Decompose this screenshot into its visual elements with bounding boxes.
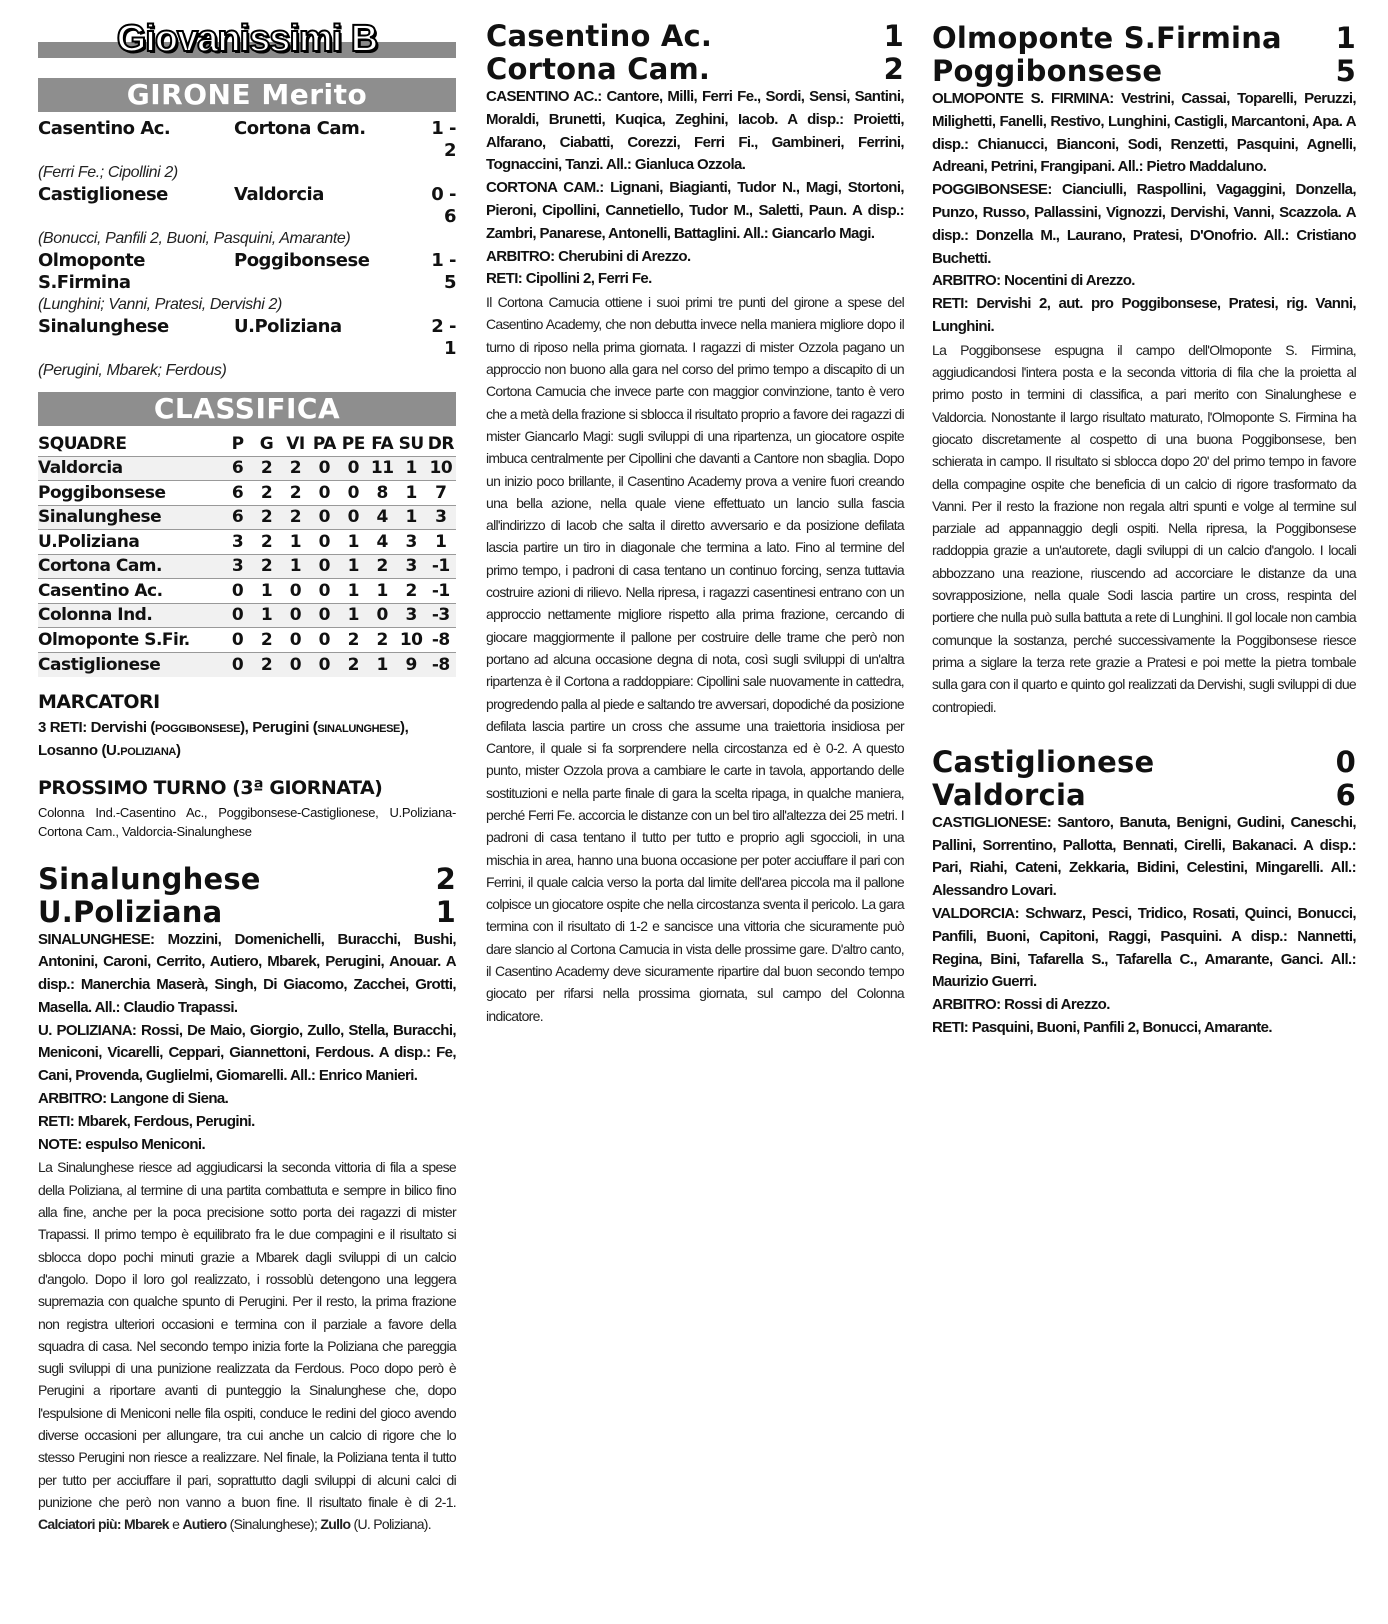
col-header: SU <box>398 433 424 454</box>
home-team: Olmoponte S.Firmina <box>38 250 145 293</box>
stat-cell: 0 <box>223 628 252 653</box>
lineup-home: CASTIGLIONESE: Santoro, Banuta, Benigni, Gudini, Caneschi, Pallini, Sorrentino, Pallotta, Bennati, Cirelli, Bakanaci. A disp.: Pari, Riahi, Cateni, Zekkaria, Bidini, Celestini, Mingarelli. All.: Alessandro Lovari. <box>932 813 1356 900</box>
stat-cell: 3 <box>223 530 252 555</box>
stat-cell: 3 <box>397 603 426 628</box>
match-away <box>932 779 1356 812</box>
stat-cell: 2 <box>252 554 281 579</box>
reti: RETI: Cipollini 2, Ferri Fe. <box>486 270 652 288</box>
calciatori-sep: e <box>168 1516 183 1533</box>
marcatori-team: POGGIBONSESE <box>155 722 241 735</box>
stat-cell: 2 <box>397 579 426 604</box>
stat-cell: 3 <box>397 530 426 555</box>
stat-cell: 2 <box>281 456 310 481</box>
stat-cell: 0 <box>310 603 339 628</box>
team-score: 2 <box>435 861 456 896</box>
match-away <box>932 55 1356 88</box>
reti: RETI: Mbarek, Ferdous, Perugini. <box>38 1112 255 1130</box>
team-cell: Poggibonsese <box>38 481 223 506</box>
col-header: SQUADRE <box>38 433 127 454</box>
stat-cell: 1 <box>368 652 397 677</box>
team-name: Valdorcia <box>932 777 1086 812</box>
match-home <box>932 746 1356 779</box>
lineup-away: VALDORCIA: Schwarz, Pesci, Tridico, Rosati, Quinci, Bonucci, Panfili, Buoni, Capitoni, Raggi, Pasquini. A disp.: Nannetti, Regina, Bini, Tafarella S., Tafarella C., Amarante, Ganci. All.: Maurizio Guerri. <box>932 905 1356 991</box>
scorers: (Ferri Fe.; Cipollini 2) <box>38 164 178 181</box>
team-name: U.Poliziana <box>38 894 223 929</box>
marcatori-part: ) <box>175 741 181 759</box>
marcatori-part: 3 RETI: Dervishi ( <box>38 718 155 736</box>
standings-table <box>38 432 456 677</box>
stat-cell: 0 <box>310 652 339 677</box>
score: 1 - 5 <box>431 250 456 293</box>
calciatori-name: Mbarek <box>124 1516 169 1533</box>
stat-cell: 0 <box>310 579 339 604</box>
standings-row <box>38 481 456 506</box>
stat-cell: 2 <box>339 652 368 677</box>
marcatori-part: ), Perugini ( <box>240 718 318 736</box>
stat-cell: 7 <box>426 481 456 506</box>
stat-cell: 1 <box>281 554 310 579</box>
stat-cell: 1 <box>339 554 368 579</box>
stat-cell: 0 <box>310 456 339 481</box>
score: 1 - 2 <box>431 118 456 161</box>
stat-cell: 6 <box>223 456 252 481</box>
standings-row <box>38 530 456 555</box>
column-middle <box>486 20 904 1027</box>
lineup-away: U. POLIZIANA: Rossi, De Maio, Giorgio, Zullo, Stella, Buracchi, Meniconi, Vicarelli, Ceppari, Giannettoni, Ferdous. A disp.: Fe, Cani, Provenda, Guglielmi, Giomarelli. All.: Enrico Manieri. <box>38 1021 456 1085</box>
stat-cell: 1 <box>339 579 368 604</box>
stat-cell: 10 <box>426 456 456 481</box>
home-team: Castiglionese <box>38 184 168 205</box>
scorers: (Bonucci, Panfili 2, Buoni, Pasquini, Amarante) <box>38 230 351 247</box>
stat-cell: 1 <box>339 603 368 628</box>
away-team: U.Poliziana <box>234 316 342 337</box>
results-list <box>38 118 456 382</box>
marcatori-title: MARCATORI <box>38 690 160 713</box>
stat-cell: 0 <box>281 652 310 677</box>
home-team: Sinalunghese <box>38 316 169 337</box>
stat-cell: 10 <box>397 628 426 653</box>
stat-cell: 9 <box>397 652 426 677</box>
stat-cell: -8 <box>426 652 456 677</box>
stat-cell: 0 <box>310 530 339 555</box>
home-team: Casentino Ac. <box>38 118 171 139</box>
prossimo-text: Colonna Ind.-Casentino Ac., Poggibonsese-Castiglionese, U.Poliziana-Cortona Cam., Valdorcia-Sinalunghese <box>38 804 456 839</box>
stat-cell: 0 <box>310 505 339 530</box>
team-score: 2 <box>883 52 904 86</box>
standings-row <box>38 554 456 579</box>
result-row <box>38 316 456 360</box>
stat-cell: 11 <box>368 456 397 481</box>
match-away <box>486 53 904 86</box>
col-header: PE <box>341 433 365 454</box>
stat-cell: 3 <box>397 554 426 579</box>
marcatori-team: SINALUNGHESE <box>317 722 400 735</box>
stat-cell: 2 <box>252 652 281 677</box>
arbitro: ARBITRO: Rossi di Arezzo. <box>932 996 1110 1014</box>
stat-cell: 6 <box>223 481 252 506</box>
stat-cell: 2 <box>281 505 310 530</box>
marcatori-team: POLIZIANA <box>120 745 176 758</box>
away-team: Poggibonsese <box>234 250 370 271</box>
stat-cell: 2 <box>368 628 397 653</box>
note: NOTE: espulso Meniconi. <box>38 1135 206 1153</box>
arbitro: ARBITRO: Langone di Siena. <box>38 1090 229 1108</box>
calciatori-name: Zullo <box>320 1516 351 1533</box>
stat-cell: 2 <box>339 628 368 653</box>
calciatori-label: Calciatori più: <box>38 1516 125 1533</box>
match-home <box>932 22 1356 55</box>
standings-row <box>38 579 456 604</box>
stat-cell: 0 <box>281 579 310 604</box>
stat-cell: 1 <box>368 579 397 604</box>
lineup-away: POGGIBONSESE: Cianciulli, Raspollini, Vagaggini, Donzella, Punzo, Russo, Pallassini, Vignozzi, Dervishi, Vanni, Scazzola. A disp.: Donzella M., Laurano, Pratesi, D'Onofrio. All.: Cristiano Buchetti. <box>932 181 1356 267</box>
col-header: FA <box>371 433 394 454</box>
arbitro: ARBITRO: Cherubini di Arezzo. <box>486 247 691 265</box>
team-name: Sinalunghese <box>38 861 261 896</box>
score: 2 - 1 <box>431 316 456 359</box>
stat-cell: 3 <box>426 505 456 530</box>
stat-cell: 2 <box>252 505 281 530</box>
stat-cell: 2 <box>252 481 281 506</box>
col-header: VI <box>286 433 305 454</box>
stat-cell: 2 <box>252 530 281 555</box>
team-name: Poggibonsese <box>932 54 1163 88</box>
article-text: La Sinalunghese riesce ad aggiudicarsi la seconda vittoria di fila a spese della Poliziana, al termine di una partita combattuta e sempre in bilico fino alla fine, anche per la poca precisione sotto porta dei ragazzi di mister Trapassi. Il primo tempo è equilibrato fra le due compagini e il risultato si sblocca dopo pochi minuti grazie a Mbarek dagli sviluppi di un calcio d'angolo. Dopo il loro gol realizzato, i rossoblù detengono una leggera supremazia con qualche spunto di Perugini. Per il resto, la prima frazione non registra ulteriori occasioni e termina con il parziale a favore della squadra di casa. Nel secondo tempo inizia forte la Poliziana che pareggia sugli sviluppi di una punizione realizzata da Ferdous. Poco dopo però è Perugini a riportare avanti di punteggio la Sinalunghese che, dopo l'espulsione di Meniconi nelle fila ospiti, conduce le redini del gioco avendo diverse occasioni per allungare, tra cui anche un calcio di rigore che lo stesso Perugini non riesce a realizzare. Nel finale, la Poliziana tenta il tutto per tutto per acciuffare il pari, soprattutto dagli sviluppi di alcuni calci di punizione che però non vanno a buon fine. Il risultato finale è di 2-1. <box>38 1159 456 1510</box>
stat-cell: -3 <box>426 603 456 628</box>
arbitro: ARBITRO: Nocentini di Arezzo. <box>932 272 1135 290</box>
stat-cell: 0 <box>310 554 339 579</box>
stat-cell: 6 <box>223 505 252 530</box>
column-left <box>38 18 456 1536</box>
stat-cell: 0 <box>368 603 397 628</box>
stat-cell: 1 <box>252 579 281 604</box>
page-title: Giovanissimi B <box>116 18 378 60</box>
marcatori-text <box>38 717 456 763</box>
standings-body <box>38 456 456 677</box>
reti: RETI: Dervishi 2, aut. pro Poggibonsese, Pratesi, rig. Vanni, Lunghini. <box>932 295 1356 335</box>
stat-cell: 0 <box>339 505 368 530</box>
stat-cell: 0 <box>281 628 310 653</box>
result-row <box>38 184 456 228</box>
stat-cell: -1 <box>426 579 456 604</box>
match-home <box>486 20 904 53</box>
stat-cell: 0 <box>310 628 339 653</box>
team-score: 5 <box>1335 54 1356 88</box>
team-cell: U.Poliziana <box>38 530 223 555</box>
classifica-title: CLASSIFICA <box>38 392 456 426</box>
standings-header <box>38 432 456 456</box>
stat-cell: 4 <box>368 505 397 530</box>
col-header: DR <box>427 433 454 454</box>
lineup-home: CASENTINO AC.: Cantore, Milli, Ferri Fe., Sordi, Sensi, Santini, Moraldi, Brunetti, Kuqica, Zeghini, Iacob. A disp.: Proietti, Alfarano, Ciabatti, Corezzi, Ferri Fi., Gambineri, Ferrini, Tognaccini, Tanzi. All.: Gianluca Ozzola. <box>486 88 904 174</box>
team-cell: Sinalunghese <box>38 505 223 530</box>
result-row <box>38 118 456 162</box>
article-body <box>38 1156 456 1535</box>
standings-row <box>38 628 456 653</box>
lineup-home: OLMOPONTE S. FIRMINA: Vestrini, Cassai, Toparelli, Peruzzi, Milighetti, Fanelli, Restivo, Lunghini, Castigli, Marcantoni, Apa. A disp.: Chianucci, Bianconi, Sodi, Renzetti, Pasquini, Agnelli, Adreani, Petrini, Frangipani. All.: Pietro Maddaluno. <box>932 90 1356 176</box>
standings-row <box>38 456 456 481</box>
team-cell: Castiglionese <box>38 652 223 677</box>
team-score: 6 <box>1335 777 1356 812</box>
match-away <box>38 896 456 929</box>
team-score: 1 <box>883 19 904 53</box>
team-name: Olmoponte S.Firmina <box>932 21 1282 55</box>
lineup-home: SINALUNGHESE: Mozzini, Domenichelli, Buracchi, Bushi, Antonini, Caroni, Cerrito, Autiero, Mbarek, Perugini, Anouar. A disp.: Manerchia Maserà, Singh, Di Giacomo, Zacchei, Grotti, Masella. All.: Claudio Trapassi. <box>38 930 456 1016</box>
calciatori-name: Autiero <box>182 1516 227 1533</box>
stat-cell: 2 <box>252 456 281 481</box>
stat-cell: 1 <box>281 530 310 555</box>
stat-cell: -1 <box>426 554 456 579</box>
stat-cell: 2 <box>368 554 397 579</box>
stat-cell: 1 <box>339 530 368 555</box>
calciatori-team: (U. Poliziana). <box>350 1516 431 1533</box>
standings-row <box>38 505 456 530</box>
stat-cell: 2 <box>252 628 281 653</box>
team-cell: Cortona Cam. <box>38 554 223 579</box>
reti: RETI: Pasquini, Buoni, Panfili 2, Bonucci, Amarante. <box>932 1018 1272 1036</box>
result-row <box>38 250 456 294</box>
standings-row <box>38 603 456 628</box>
away-team: Cortona Cam. <box>234 118 366 139</box>
stat-cell: 1 <box>397 481 426 506</box>
score: 0 - 6 <box>431 184 456 227</box>
section-header <box>38 18 456 68</box>
prossimo-title: PROSSIMO TURNO (3ª GIORNATA) <box>38 776 383 799</box>
girone-title: GIRONE Merito <box>38 78 456 112</box>
team-cell: Valdorcia <box>38 456 223 481</box>
standings-row <box>38 652 456 677</box>
marcatori-part: ), Losanno (U. <box>38 718 409 759</box>
stat-cell: 0 <box>223 652 252 677</box>
team-score: 1 <box>435 894 456 929</box>
stat-cell: -8 <box>426 628 456 653</box>
col-header: PA <box>312 433 336 454</box>
team-name: Cortona Cam. <box>486 52 711 86</box>
scorers: (Lunghini; Vanni, Pratesi, Dervishi 2) <box>38 296 282 313</box>
col-header: G <box>259 433 274 454</box>
team-cell: Casentino Ac. <box>38 579 223 604</box>
match-home <box>38 863 456 896</box>
team-name: Castiglionese <box>932 744 1155 779</box>
team-cell: Colonna Ind. <box>38 603 223 628</box>
team-score: 1 <box>1335 21 1356 55</box>
stat-cell: 0 <box>281 603 310 628</box>
stat-cell: 0 <box>339 456 368 481</box>
stat-cell: 0 <box>223 603 252 628</box>
column-right <box>932 22 1356 1040</box>
stat-cell: 0 <box>223 579 252 604</box>
scorers: (Perugini, Mbarek; Ferdous) <box>38 362 227 379</box>
team-cell: Olmoponte S.Fir. <box>38 628 223 653</box>
stat-cell: 1 <box>252 603 281 628</box>
team-name: Casentino Ac. <box>486 19 713 53</box>
stat-cell: 1 <box>397 456 426 481</box>
lineup-away: CORTONA CAM.: Lignani, Biagianti, Tudor N., Magi, Stortoni, Pieroni, Cipollini, Cannetiello, Tudor M., Saletti, Paun. A disp.: Zambri, Panarese, Antonelli, Battaglini. All.: Giancarlo Magi. <box>486 179 904 242</box>
article-body: Il Cortona Camucia ottiene i suoi primi tre punti del girone a spese del Casentino Academy, che non debutta invece nella maniera migliore dopo il turno di riposo nella prima giornata. I ragazzi di mister Ozzola pagano un approccio non buono alla gara nel corso del primo tempo a discapito di un Cortona Camucia che invece parte con maggior convinzione, tanto è vero che a metà della frazione si sblocca il risultato proprio a favore dei ragazzi di mister Giancarlo Magi: sugli sviluppi di una ripartenza, un giocatore ospite imbuca centralmente per Cipollini che davanti a Cantore non sbaglia. Dopo un inizio poco brillante, il Casentino Academy prova a venire fuori creando una bella azione, nella quale viene effettuato un lancio sulla fascia all'indirizzo di Iacob che salta il diretto avversario e da posizione defilata lascia partire un tiro in diagonale che termina a lato. Fino al termine del primo tempo, i padroni di casa tentano un continuo forcing, senza tuttavia costruire azioni di rilievo. Nella ripresa, i ragazzi casentinesi entrano con un approccio nettamente migliore rispetto alla prima frazione, cercando di giocare maggiormente il pallone per costruire delle trame che però non portano ad alcuna occasione degna di nota, così sugli sviluppi di un'altra ripartenza è il Cortona a raddoppiare: Cipollini sale nuovamente in cattedra, progredendo palla al piede e saltando tre avversari, dopodiché da posizione defilata lascia partire un cross che assume una traiettoria insidiosa per Cantore, il quale si fa sorprendere nella circostanza ed è 0-2. A questo punto, mister Ozzola prova a cambiare le carte in tavola, apportando delle sostituzioni e nella parte finale di gara la scelta ripaga, in qualche maniera, perché Ferri Fe. accorcia le distanze con un bel tiro all'altezza dei 25 metri. I padroni di casa tentano il tutto per tutto e proprio agli sgoccioli, in una mischia in area, hanno una buona occasione per poter acciuffare il pari con Ferrini, il quale calcia verso la porta dal limite dell'area piccola ma il pallone colpisce un giocatore ospite che nella circostanza sventa il pericolo. La gara termina con il risultato di 1-2 e sancisce una vittoria che sicuramente può dare slancio al Cortona Camucia in vista delle prossime gare. D'altro canto, il Casentino Academy deve sicuramente ripartire dal buon secondo tempo giocato per rifarsi nella prossima giornata, sul campo del Colonna indicatore. <box>486 294 904 1024</box>
stat-cell: 1 <box>426 530 456 555</box>
stat-cell: 0 <box>339 481 368 506</box>
calciatori-team: (Sinalunghese); <box>226 1516 321 1533</box>
stat-cell: 8 <box>368 481 397 506</box>
team-score: 0 <box>1335 744 1356 779</box>
away-team: Valdorcia <box>234 184 324 205</box>
stat-cell: 3 <box>223 554 252 579</box>
stat-cell: 2 <box>281 481 310 506</box>
stat-cell: 1 <box>397 505 426 530</box>
col-header: P <box>231 433 244 454</box>
stat-cell: 0 <box>310 481 339 506</box>
stat-cell: 4 <box>368 530 397 555</box>
article-body: La Poggibonsese espugna il campo dell'Olmoponte S. Firmina, aggiudicandosi l'intera posta e la seconda vittoria di fila che la proietta al primo posto in termini di classifica, a pari merito con Sinalunghese e Valdorcia. Nonostante il largo risultato maturato, l'Olmoponte S. Firmina ha giocato discretamente al cospetto di una buona Poggibonsese, ben schierata in campo. Il risultato si sblocca dopo 20' del primo tempo in favore della compagine ospite che beneficia di un calcio di rigore trasformato da Vanni. Per il resto la frazione non regala altri spunti e volge al termine sul parziale ad appannaggio degli ospiti. Nella ripresa, la Poggibonsese raddoppia grazie a un'autorete, dagli sviluppi di un calcio d'angolo. I locali abbozzano una reazione, riuscendo ad accorciare le distanze da una sovrapposizione, nella quale Sodi lascia partire un cross, respinta del portiere che nulla può sulla battuta a rete di Lunghini. Il gol locale non cambia comunque la sostanza, perché successivamente la Poggibonsese riesce prima a siglare la terza rete grazie a Pratesi e poi mette la pietra tombale sulla gara con il quarto e quinto gol realizzati da Dervishi, sugli sviluppi di due contropiedi. <box>932 341 1356 715</box>
